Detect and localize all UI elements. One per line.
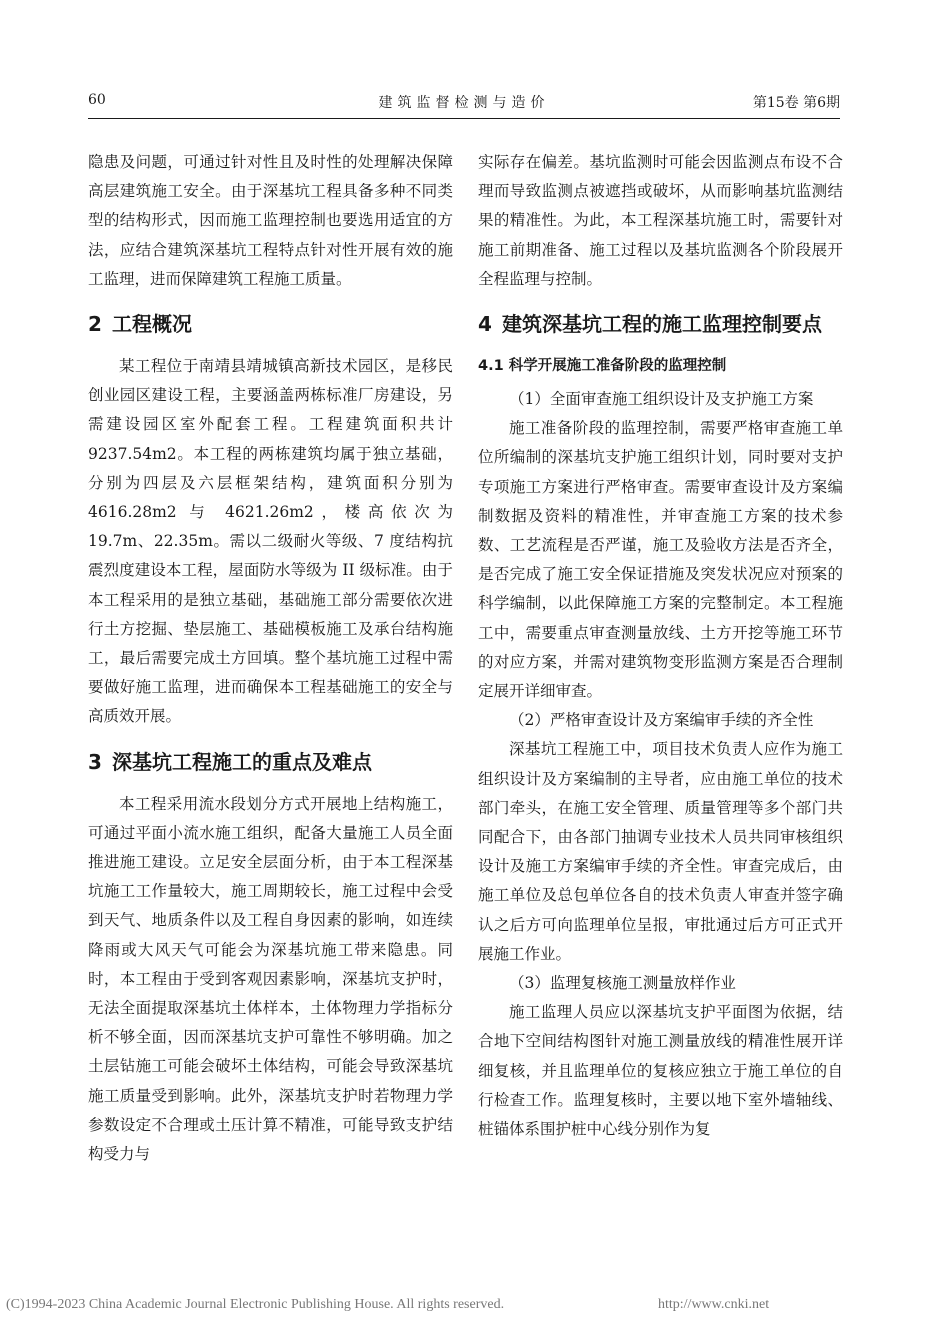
item-2-title: （2）严格审查设计及方案编审手续的齐全性: [509, 711, 814, 730]
section-3-number: 3: [88, 749, 102, 774]
section-4-number: 4: [478, 312, 492, 337]
cnki-url: http://www.cnki.net: [658, 1297, 770, 1312]
right-column: [478, 148, 843, 1144]
left-column: [88, 148, 453, 1169]
section-2-heading: [88, 308, 453, 340]
continued-paragraph: 实际存在偏差。基坑监测时可能会因监测点布设不合理而导致监测点被遮挡或破坏，从而影响基坑监测结果的精准性。为此，本工程深基坑施工时，需要针对施工前期准备、施工过程以及基坑监测各个阶段展开全程监理与控制。: [478, 153, 843, 288]
section-2-paragraph: 某工程位于南靖县靖城镇高新技术园区，是移民创业园区建设工程，主要涵盖两栋标准厂房建设，另需建设园区室外配套工程。工程建筑面积共计 9237.54m2。本工程的两栋建筑均属于独立基础，分别为四层及六层框架结构，建筑面积分别为4616.28m2 与 4621.26m2，楼高依次为 19.7m、22.35m。需以二级耐火等级、7 度结构抗震烈度建设本工程，屋面防水等级为 II 级标准。由于本工程采用的是独立基础，基础施工部分需要依次进行土方挖掘、垫层施工、基础模板施工及承台结构施工，最后需要完成土方回填。整个基坑施工过程中需要做好施工监理，进而确保本工程基础施工的安全与高质效开展。: [88, 357, 453, 726]
section-2-number: 2: [88, 312, 102, 337]
section-3-paragraph: 本工程采用流水段划分方式开展地上结构施工，可通过平面小流水施工组织，配备大量施工人员全面推进施工建设。立足安全层面分析，由于本工程深基坑施工工作量较大，施工周期较长，施工过程中会受到天气、地质条件以及工程自身因素的影响，如连续降雨或大风天气可能会为深基坑施工带来隐患。同时，本工程由于受到客观因素影响，深基坑支护时，无法全面提取深基坑土体样本，土体物理力学指标分析不够全面，因而深基坑支护可靠性不够明确。加之土层钻施工可能会破坏土体结构，可能会导致深基坑施工质量受到影响。此外，深基坑支护时若物理力学参数设定不合理或土压计算不精准，可能导致支护结构受力与: [88, 794, 453, 1164]
intro-paragraph: 隐患及问题，可通过针对性且及时性的处理解决保障高层建筑施工安全。由于深基坑工程具备多种不同类型的结构形式，因而施工监理控制也要选用适宜的方法，应结合建筑深基坑工程特点针对性开展有效的施工监理，进而保障建筑工程施工质量。: [88, 153, 453, 288]
section-2-title: 工程概况: [112, 312, 192, 337]
subsection-4-1-title: 4.1 科学开展施工准备阶段的监理控制: [478, 358, 727, 375]
section-4-heading: [478, 308, 843, 340]
page-number: 60: [88, 92, 106, 108]
item-3-title: （3）监理复核施工测量放样作业: [509, 974, 736, 993]
item-1-title: （1）全面审查施工组织设计及支护施工方案: [509, 390, 814, 409]
copyright-notice: (C)1994-2023 China Academic Journal Electronic Publishing House. All rights reserved.: [6, 1297, 505, 1312]
item-1-body: 施工准备阶段的监理控制，需要严格审查施工单位所编制的深基坑支护施工组织计划，同时要对支护专项施工方案进行严格审查。需要审查设计及方案编制数据及资料的精准性，并审查施工方案的技术参数、工艺流程是否严谨，施工及验收方法是否齐全，是否完成了施工安全保证措施及突发状况应对预案的科学编制，以此保障施工方案的完整制定。本工程施工中，需要重点审查测量放线、土方开挖等施工环节的对应方案，并需对建筑物变形监测方案是否合理制定展开详细审查。: [478, 419, 843, 701]
item-2-body: 深基坑工程施工中，项目技术负责人应作为施工组织设计及方案编制的主导者，应由施工单位的技术部门牵头，在施工安全管理、质量管理等多个部门共同配合下，由各部门抽调专业技术人员共同审核组织设计及施工方案编审手续的齐全性。审查完成后，由施工单位及总包单位各自的技术负责人审查并签字确认之后方可向监理单位呈报，审批通过后方可正式开展施工作业。: [478, 740, 843, 963]
journal-title: 建筑监督检测与造价: [378, 95, 550, 111]
item-3-body: 施工监理人员应以深基坑支护平面图为依据，结合地下空间结构图针对施工测量放线的精准性展开详细复核，并且监理单位的复核应独立于施工单位的自行检查工作。监理复核时，主要以地下室外墙轴线、桩锚体系围护桩中心线分别作为复: [478, 1003, 843, 1139]
section-3-title: 深基坑工程施工的重点及难点: [112, 749, 372, 774]
running-header: [88, 88, 840, 119]
section-4-title: 建筑深基坑工程的施工监理控制要点: [502, 312, 822, 337]
section-3-heading: [88, 746, 453, 778]
volume-issue: 第15卷 第6期: [752, 95, 840, 111]
